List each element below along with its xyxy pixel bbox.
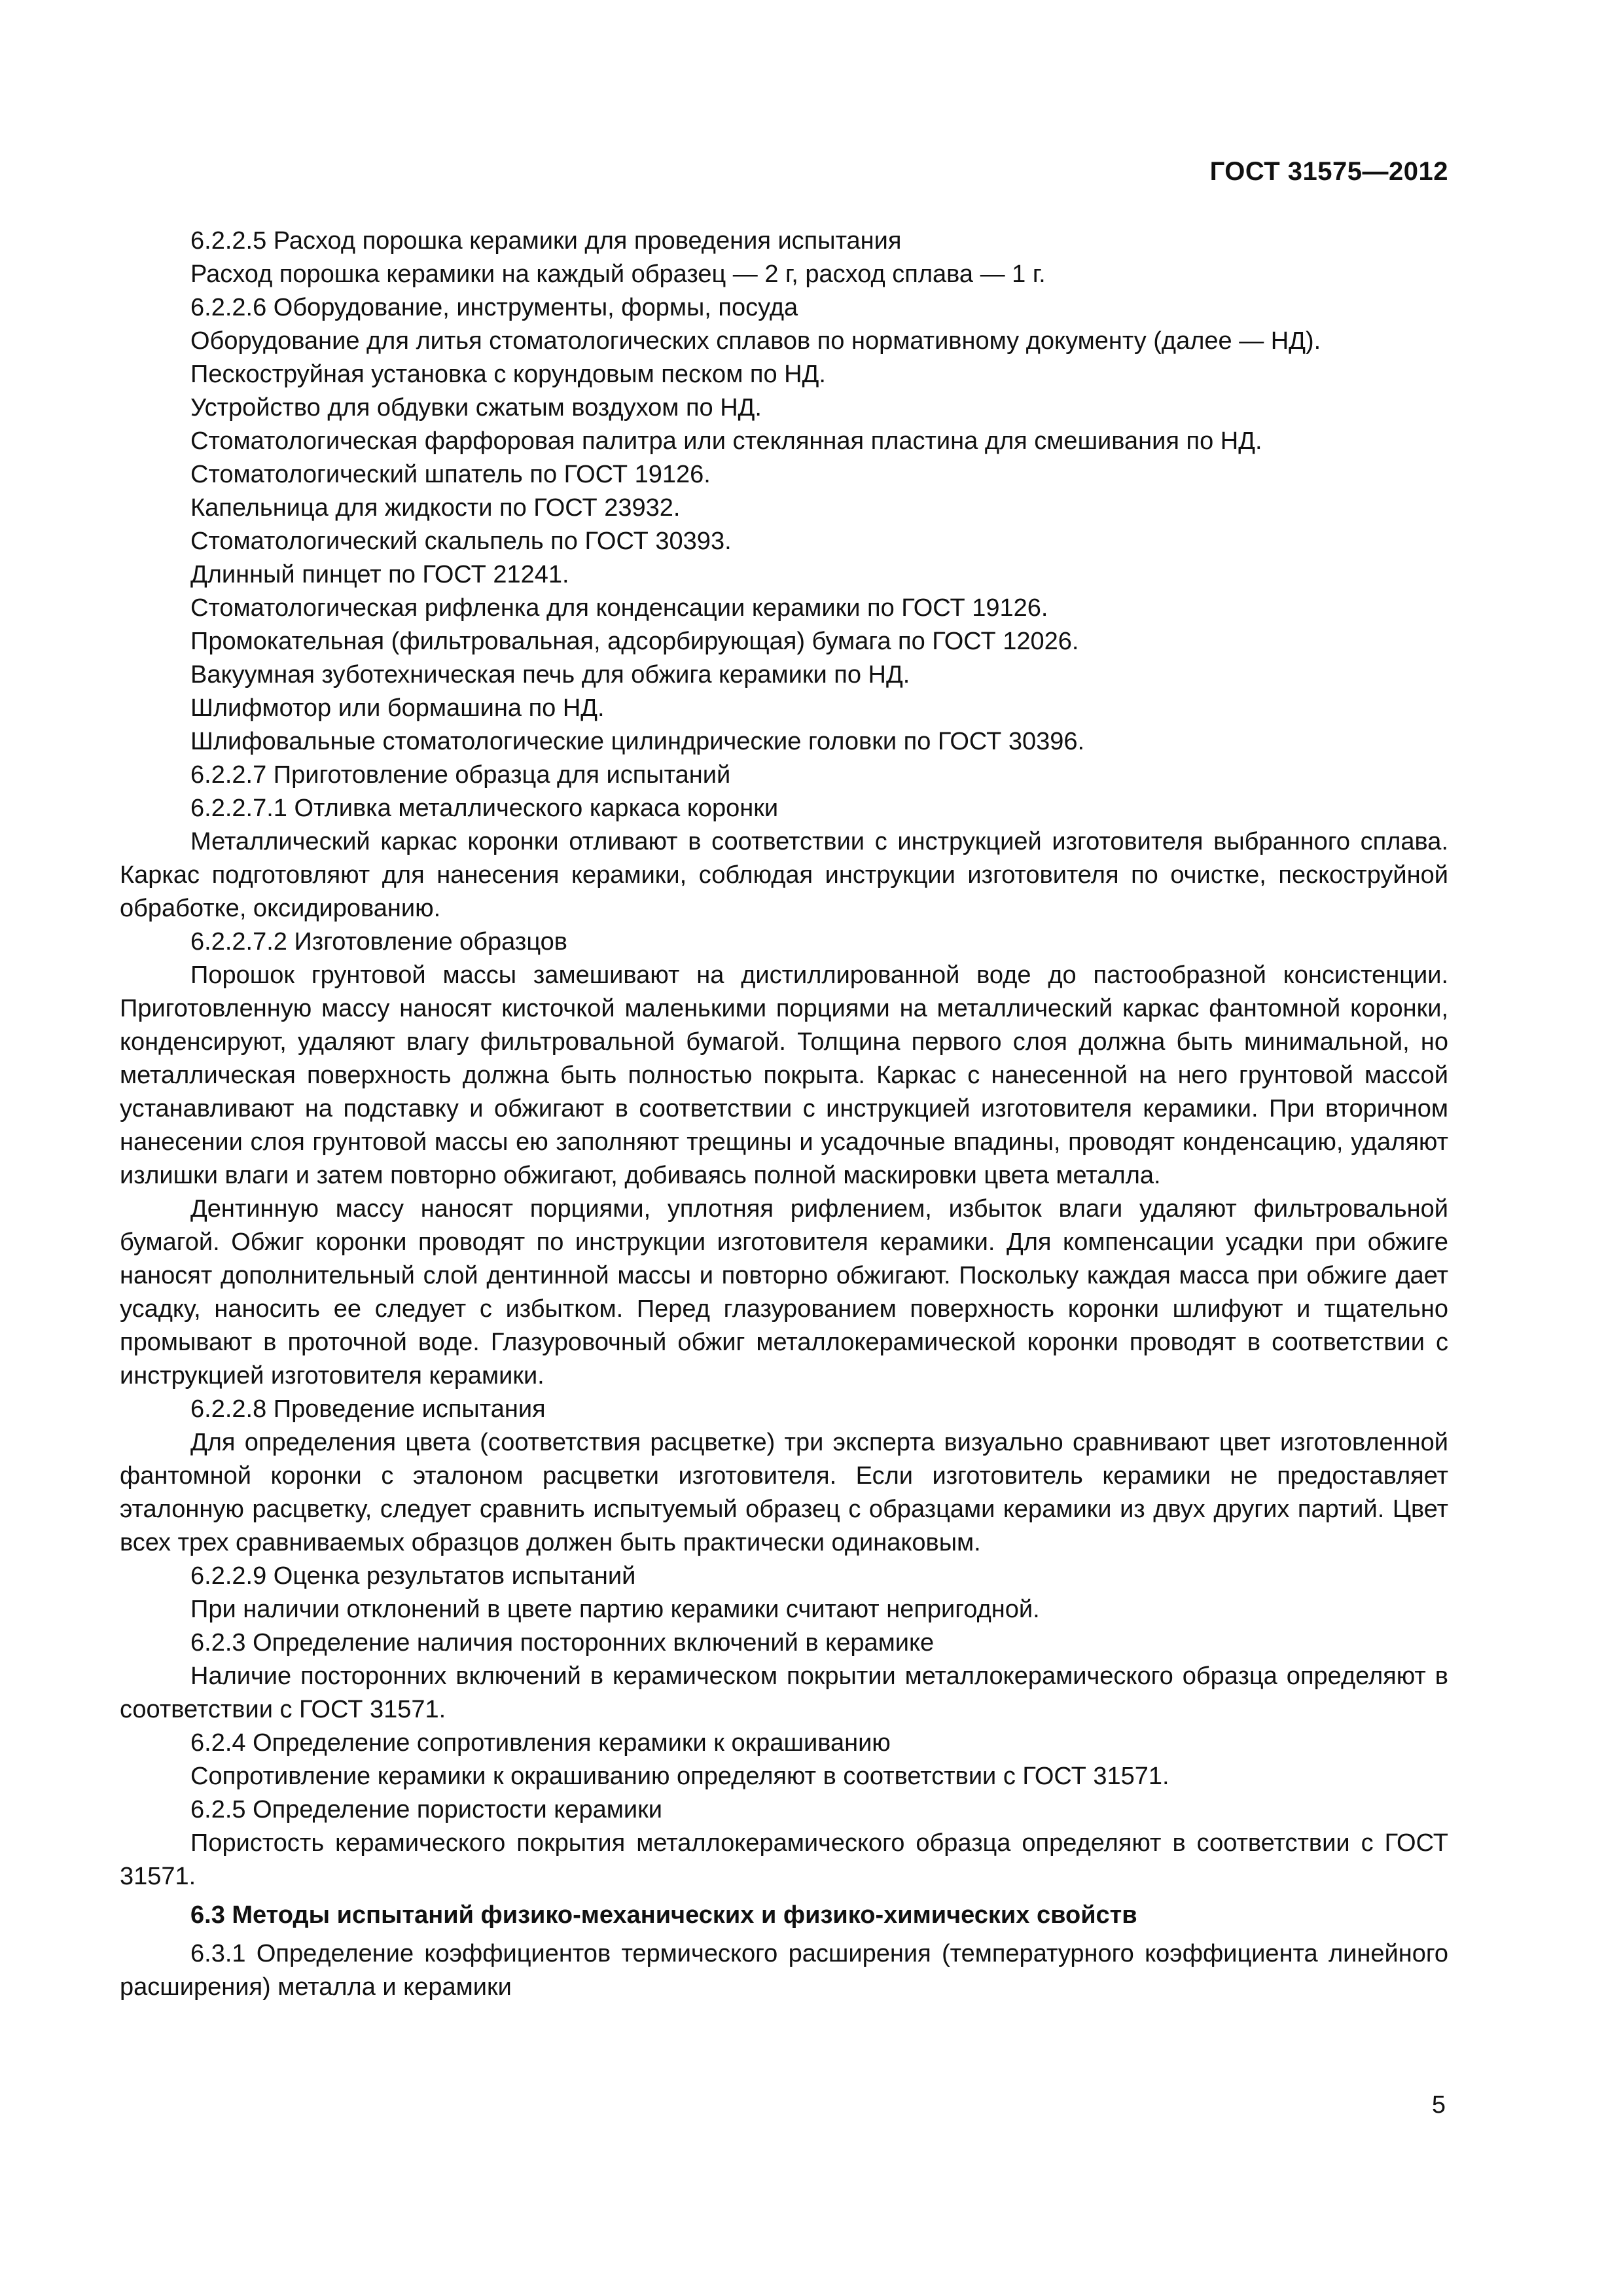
body-paragraph: Металлический каркас коронки отливают в соответствии с инструкцией изготовителя выбранного сплава. Каркас подготовляют для нанесения керамики, соблюдая инструкции изготовителя по очистке, пескоструйной обработке, оксидированию. — [120, 828, 1448, 922]
body-paragraph: Стоматологический скальпель по ГОСТ 30393. — [190, 528, 732, 555]
body-paragraph: Стоматологический шпатель по ГОСТ 19126. — [190, 461, 711, 488]
body-paragraph: Длинный пинцет по ГОСТ 21241. — [190, 561, 569, 588]
body-paragraph: Для определения цвета (соответствия расцветке) три эксперта визуально сравнивают цвет изготовленной фантомной коронки с эталоном расцветки изготовителя. Если изготовитель керамики не предоставляет эталонную расцветку, следует сравнить испытуемый образец с образцами керамики из двух других партий. Цвет всех трех сравниваемых образцов должен быть практически одинаковым. — [120, 1429, 1448, 1556]
body-paragraph: Шлифовальные стоматологические цилиндрические головки по ГОСТ 30396. — [190, 728, 1085, 755]
body-paragraph: 6.2.2.7.2 Изготовление образцов — [190, 928, 567, 956]
body-paragraph: Шлифмотор или бормашина по НД. — [190, 694, 605, 722]
body-paragraph: 6.2.4 Определение сопротивления керамики к окрашиванию — [190, 1729, 891, 1757]
body-paragraph: 6.2.2.7 Приготовление образца для испытаний — [190, 761, 731, 789]
body-paragraph: 6.3.1 Определение коэффициентов термического расширения (температурного коэффициента линейного расширения) металла и керамики — [120, 1940, 1448, 2001]
body-paragraph: Промокательная (фильтровальная, адсорбирующая) бумага по ГОСТ 12026. — [190, 628, 1079, 655]
body-paragraph: Расход порошка керамики на каждый образец — 2 г, расход сплава — 1 г. — [190, 260, 1046, 288]
body-paragraph: Пористость керамического покрытия металлокерамического образца определяют в соответствии с ГОСТ 31571. — [120, 1829, 1448, 1890]
body-paragraph: Пескоструйная установка с корундовым песком по НД. — [190, 361, 826, 388]
body-paragraph: 6.2.2.6 Оборудование, инструменты, формы, посуда — [190, 294, 798, 321]
body-paragraph: Устройство для обдувки сжатым воздухом по НД. — [190, 394, 762, 422]
body-paragraph: Капельница для жидкости по ГОСТ 23932. — [190, 494, 681, 522]
section-heading: 6.3 Методы испытаний физико-механических и физико-химических свойств — [190, 1901, 1137, 1929]
body-paragraph: 6.2.2.5 Расход порошка керамики для проведения испытания — [190, 227, 902, 255]
body-paragraph: 6.2.3 Определение наличия посторонних включений в керамике — [190, 1629, 935, 1657]
document-code-header: ГОСТ 31575—2012 — [1209, 157, 1448, 186]
body-paragraph: Дентинную массу наносят порциями, уплотняя рифлением, избыток влаги удаляют фильтровальной бумагой. Обжиг коронки проводят по инструкции изготовителя керамики. Для компенсации усадки при обжиге наносят дополнительный слой дентинной массы и повторно обжигают. Поскольку каждая масса при обжиге дает усадку, наносить ее следует с избытком. Перед глазурованием поверхность коронки шлифуют и тщательно промывают в проточной воде. Глазуровочный обжиг металлокерамической коронки проводят в соответствии с инструкцией изготовителя керамики. — [120, 1195, 1448, 1390]
body-paragraph: При наличии отклонений в цвете партию керамики считают непригодной. — [190, 1596, 1040, 1623]
body-paragraph: Оборудование для литья стоматологических сплавов по нормативному документу (далее — НД). — [190, 327, 1321, 355]
body-paragraph: Вакуумная зуботехническая печь для обжига керамики по НД. — [190, 661, 910, 689]
body-paragraph: Стоматологическая фарфоровая палитра или стеклянная пластина для смешивания по НД. — [190, 427, 1262, 455]
page-number: 5 — [1431, 2091, 1446, 2119]
body-paragraph: Наличие посторонних включений в керамическом покрытии металлокерамического образца определяют в соответствии с ГОСТ 31571. — [120, 1662, 1448, 1723]
body-paragraph: Сопротивление керамики к окрашиванию определяют в соответствии с ГОСТ 31571. — [190, 1763, 1169, 1790]
document-body — [120, 224, 1448, 2004]
body-paragraph: Порошок грунтовой массы замешивают на дистиллированной воде до пастообразной консистенции. Приготовленную массу наносят кисточкой маленькими порциями на металлический каркас фантомной коронки, конденсируют, удаляют влагу фильтровальной бумагой. Толщина первого слоя должна быть минимальной, но металлическая поверхность должна быть полностью покрыта. Каркас с нанесенной на него грунтовой массой устанавливают на подставку и обжигают в соответствии с инструкцией изготовителя керамики. При вторичном нанесении слоя грунтовой массы ею заполняют трещины и усадочные впадины, проводят конденсацию, удаляют излишки влаги и затем повторно обжигают, добиваясь полной маскировки цвета металла. — [120, 961, 1448, 1189]
body-paragraph: Стоматологическая рифленка для конденсации керамики по ГОСТ 19126. — [190, 594, 1048, 622]
body-paragraph: 6.2.2.7.1 Отливка металлического каркаса коронки — [190, 795, 779, 822]
body-paragraph: 6.2.2.9 Оценка результатов испытаний — [190, 1562, 636, 1590]
body-paragraph: 6.2.5 Определение пористости керамики — [190, 1796, 662, 1823]
body-paragraph: 6.2.2.8 Проведение испытания — [190, 1395, 546, 1423]
